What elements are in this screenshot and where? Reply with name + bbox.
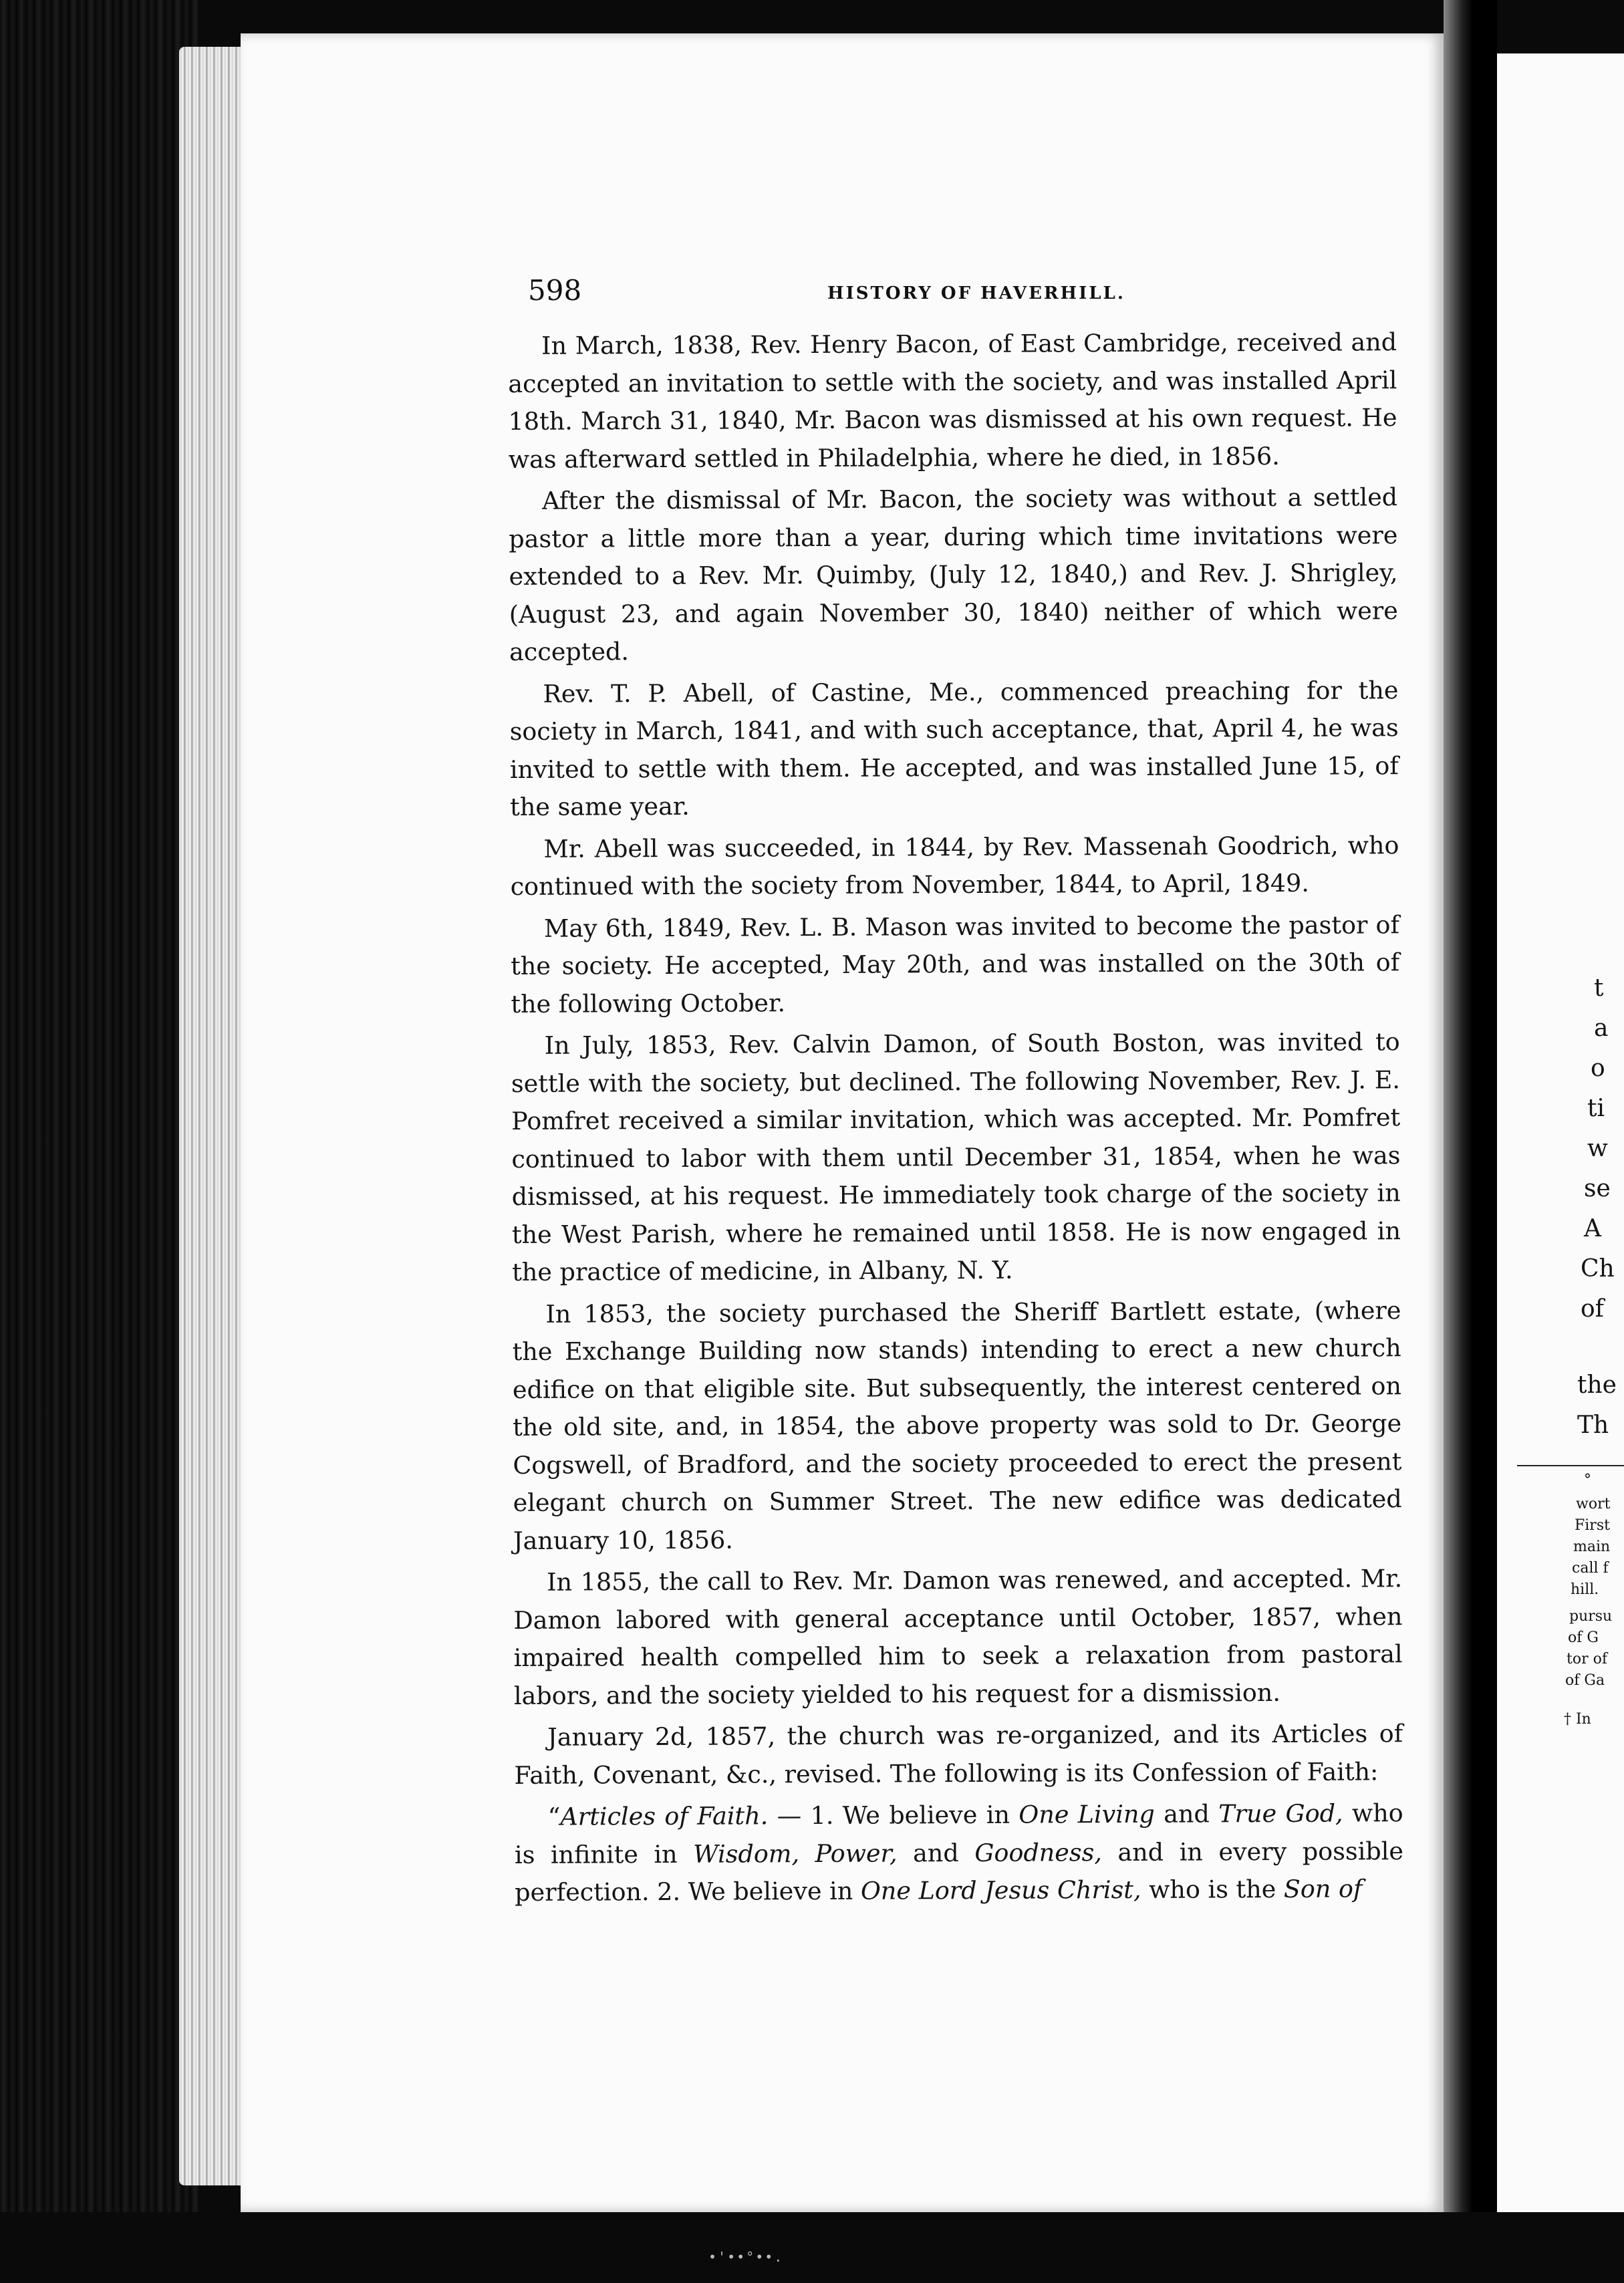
right-page-fragment: † In bbox=[1564, 1711, 1591, 1728]
right-page-fragment: of G bbox=[1568, 1629, 1599, 1646]
right-page-fragment: se bbox=[1584, 1175, 1611, 1202]
footnote-rule bbox=[1517, 1465, 1624, 1466]
paragraph: After the dismissal of Mr. Bacon, the society was without a settled pastor a little more than a year, during which time invitations were extended to a Rev. Mr. Quimby, (July 12, 1840,) and Rev. J. Shrigley, (August 23, and again November 30, 1840) neither of which were accepted. bbox=[509, 483, 1398, 666]
scan-marks: •'••°••. bbox=[708, 2249, 784, 2265]
right-page-fragment: hill. bbox=[1571, 1581, 1599, 1598]
articles-of-faith-paragraph: “Articles of Faith. — 1. We believe in One Living and True God, who is infinite in Wisdom, Power, and Goodness, and in every possible perfection. 2. We believe in One Lord Jesus Christ, who is the Son of bbox=[514, 1798, 1404, 1907]
right-page-fragment: pursu bbox=[1569, 1608, 1613, 1625]
paragraph: May 6th, 1849, Rev. L. B. Mason was invited to become the pastor of the society. He accepted, May 20th, and was installed on the 30th of the following October. bbox=[511, 910, 1400, 1019]
right-page-fragment: of Ga bbox=[1565, 1672, 1605, 1689]
right-page-fragment: a bbox=[1594, 1015, 1609, 1042]
scan-bottom-border bbox=[0, 2212, 1624, 2283]
paragraph: In March, 1838, Rev. Henry Bacon, of East Cambridge, received and accepted an invitation to settle with the society, and was installed April 18th. March 31, 1840, Mr. Bacon was dismissed at his own request. He was afterward settled in Philadelphia, where he died, in 1856. bbox=[508, 327, 1397, 474]
page-number: 598 bbox=[528, 274, 582, 307]
paragraph: In 1855, the call to Rev. Mr. Damon was renewed, and accepted. Mr. Damon labored with general acceptance until October, 1857, when impaired health compelled him to seek a relaxation from pastoral labors, and the society yielded to his request for a dismission. bbox=[513, 1564, 1403, 1710]
running-head bbox=[528, 274, 1397, 314]
right-page-fragment: First bbox=[1575, 1517, 1610, 1534]
paragraph: In 1853, the society purchased the Sheriff Bartlett estate, (where the Exchange Building now stands) intending to erect a new church edifice on that eligible site. But subsequently, the interest centered on the old site, and, in 1854, the above property was sold to Dr. George Cogswell, of Bradford, and the society proceeded to erect the present elegant church on Summer Street. The new edifice was dedicated January 10, 1856. bbox=[512, 1295, 1402, 1555]
right-page-fragment: of bbox=[1581, 1295, 1604, 1323]
right-page-fragment: call f bbox=[1572, 1560, 1609, 1577]
articles-heading: Articles of Faith. bbox=[560, 1801, 769, 1831]
paragraph: In July, 1853, Rev. Calvin Damon, of South Boston, was invited to settle with the society, but declined. The following November, Rev. J. E. Pomfret received a similar invitation, which was accepted. Mr. Pomfret continued to labor with them until December 31, 1854, when he was dismissed, at his request. He immediately took charge of the society in the West Parish, where he remained until 1858. He is now engaged in the practice of medicine, in Albany, N. Y. bbox=[511, 1027, 1401, 1287]
right-page-fragment: Th bbox=[1577, 1412, 1609, 1439]
right-page-fragment: wort bbox=[1576, 1496, 1611, 1512]
right-page-fragment: A bbox=[1584, 1215, 1601, 1242]
right-page-fragment: the bbox=[1577, 1371, 1617, 1399]
right-page-fragment: ti bbox=[1587, 1095, 1605, 1122]
paragraph: Rev. T. P. Abell, of Castine, Me., commenced preaching for the society in March, 1841, and with such acceptance, that, April 4, he was invited to settle with them. He accepted, and was installed June 15, of the same year. bbox=[509, 675, 1399, 821]
paragraph: Mr. Abell was succeeded, in 1844, by Rev. Massenah Goodrich, who continued with the society from November, 1844, to April, 1849. bbox=[510, 830, 1399, 901]
page-gutter bbox=[1444, 0, 1497, 2283]
right-page-fragment: t bbox=[1594, 974, 1604, 1002]
running-title: HISTORY OF HAVERHILL. bbox=[827, 283, 1125, 303]
book-spine bbox=[0, 0, 200, 2283]
right-page bbox=[1497, 53, 1624, 2246]
right-page-fragment: ° bbox=[1584, 1472, 1591, 1488]
paragraph: January 2d, 1857, the church was re-organized, and its Articles of Faith, Covenant, &c., revised. The following is its Confession of Faith: bbox=[514, 1719, 1403, 1790]
right-page-fragment: o bbox=[1591, 1055, 1605, 1082]
right-page-fragment: tor of bbox=[1567, 1651, 1607, 1667]
right-page-fragment: w bbox=[1587, 1135, 1608, 1162]
right-page-fragment: main bbox=[1573, 1538, 1611, 1555]
body-text bbox=[508, 323, 1403, 1915]
right-page-fragment: Ch bbox=[1581, 1255, 1615, 1283]
